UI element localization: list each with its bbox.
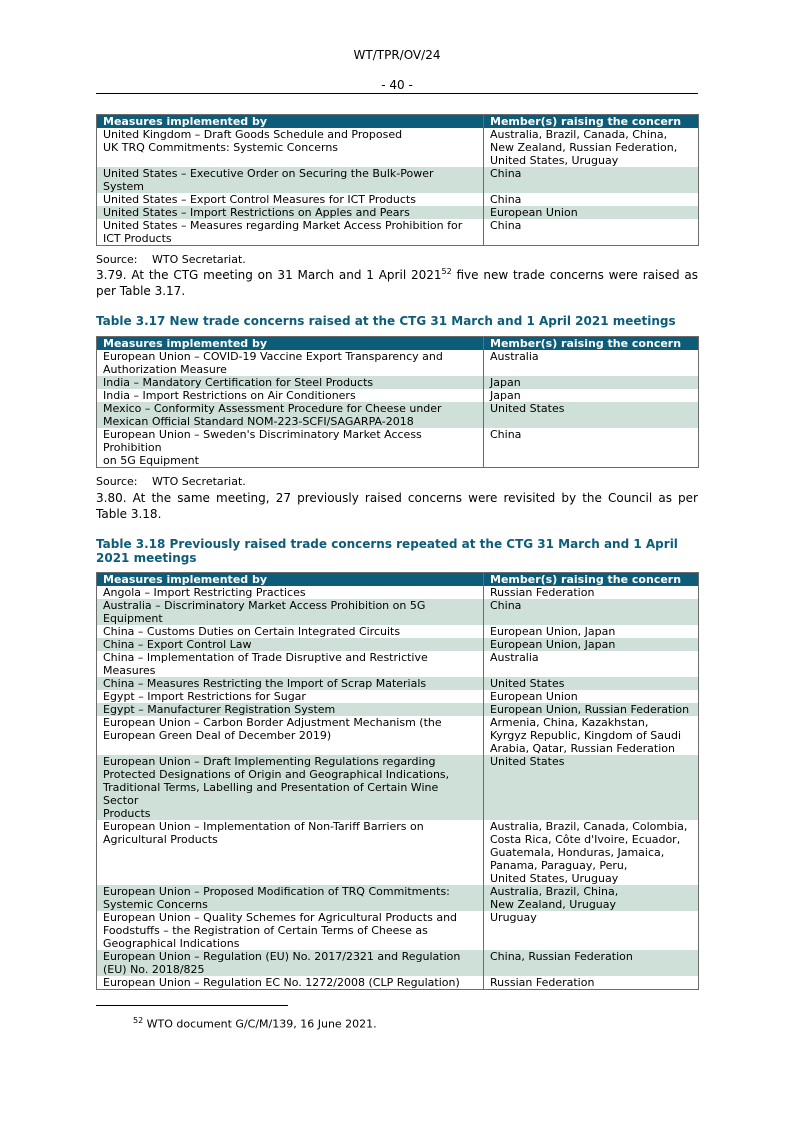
footnote-text: WTO document G/C/M/139, 16 June 2021. [143,1017,377,1031]
table-row [97,206,699,219]
table-3-18-block [96,537,698,990]
measure-cell: United States – Measures regarding Market Access Prohibition for ICT Products [103,219,463,245]
paragraph-3-80: 3.80. At the same meeting, 27 previously raised concerns were revisited by the Council as per Table 3.18. [96,491,698,521]
column-header-members: Member(s) raising the concern [484,573,699,587]
measure-cell: United States – Import Restrictions on Apples and Pears [97,206,484,219]
members-cell: China [484,193,699,206]
members-cell: Russian Federation [484,976,699,990]
measure-cell: United Kingdom – Draft Goods Schedule and Proposed UK TRQ Commitments: Systemic Concerns [103,128,403,154]
table-row [97,586,699,599]
members-cell: Australia [484,350,699,376]
table-source [96,253,698,266]
measure-cell: Australia – Discriminatory Market Access Prohibition on 5G Equipment [97,599,484,625]
table-row [97,820,699,885]
table-row [97,128,699,167]
measure-cell: Egypt – Import Restrictions for Sugar [103,690,306,703]
column-header-members: Member(s) raising the concern [484,337,699,351]
source-label: Source: [96,253,138,266]
table-row [97,350,699,376]
measure-cell: China – Customs Duties on Certain Integrated Circuits [103,625,401,638]
members-cell: European Union [484,690,699,703]
table-row [97,950,699,976]
source-label: Source: [96,475,138,488]
members-cell: Australia, Brazil, China, New Zealand, Uruguay [484,885,699,911]
table-row [97,389,699,402]
table-row [97,885,699,911]
measure-cell: United States – Export Control Measures for ICT Products [103,193,416,206]
measure-cell: Mexico – Conformity Assessment Procedure for Cheese under Mexican Official Standard NOM-223-SCFI/SAGARPA-2018 [97,402,484,428]
members-cell: China [484,599,699,625]
table-3-18 [96,572,699,990]
table-row [97,625,699,638]
source-text: WTO Secretariat. [152,475,246,488]
table-row [97,716,699,755]
table-row [97,690,699,703]
measure-cell: European Union – Sweden's Discriminatory Market Access Prohibition on 5G Equipment [103,428,422,467]
members-cell: United States [484,755,699,820]
members-cell: Australia [484,651,699,677]
table-3-17 [96,336,699,468]
table-row [97,219,699,246]
footnote-reference[interactable]: 52 [441,267,452,276]
measure-cell: European Union – Regulation (EU) No. 2017/2321 and Regulation (EU) No. 2018/825 [97,950,484,976]
measure-cell: European Union – Implementation of Non-Tariff Barriers on Agricultural Products [103,820,424,846]
table-3-17-caption: Table 3.17 New trade concerns raised at the CTG 31 March and 1 April 2021 meetings [96,314,676,328]
members-cell: European Union [484,206,699,219]
members-cell: Armenia, China, Kazakhstan, Kyrgyz Republic, Kingdom of Saudi Arabia, Qatar, Russian Federation [484,716,699,755]
footnote-separator [96,1005,288,1006]
table-source [96,475,698,488]
document-symbol: WT/TPR/OV/24 [353,48,441,62]
measure-cell: China – Implementation of Trade Disruptive and Restrictive Measures [103,651,428,677]
table-row [97,677,699,690]
measure-cell: India – Import Restrictions on Air Conditioners [103,389,356,402]
page-number: - 40 - [381,78,413,92]
table-row [97,428,699,468]
measure-cell: China – Export Control Law [97,638,484,651]
members-cell: European Union, Japan [484,638,699,651]
header-rule [96,93,698,94]
measure-cell: India – Mandatory Certification for Steel Products [97,376,484,389]
column-header-measures: Measures implemented by [97,573,484,587]
members-cell: China [484,219,699,246]
table-row [97,167,699,193]
column-header-measures: Measures implemented by [97,115,484,129]
table-row [97,193,699,206]
members-cell: Japan [484,376,699,389]
members-cell: United States [484,677,699,690]
table-continued-block [96,114,698,266]
measure-cell: European Union – Quality Schemes for Agricultural Products and Foodstuffs – the Registration of Certain Terms of Cheese as Geographical Indications [103,911,458,950]
footnote-52 [133,1014,377,1031]
measure-cell: Egypt – Manufacturer Registration System [97,703,484,716]
members-cell: European Union, Japan [484,625,699,638]
table-3-16-continued [96,114,699,246]
members-cell: Japan [484,389,699,402]
source-text: WTO Secretariat. [152,253,246,266]
members-cell: United States [484,402,699,428]
table-row [97,599,699,625]
table-row [97,911,699,950]
paragraph-3-79: 3.79. At the CTG meeting on 31 March and 1 April 2021$^{52}$ five new trade concerns were raised as per Table 3.17. [96,267,698,298]
members-cell: Australia, Brazil, Canada, Colombia, Costa Rica, Côte d'Ivoire, Ecuador, Guatemala, Honduras, Jamaica, Panama, Paraguay, Peru, United States, Uruguay [484,820,699,885]
measure-cell: European Union – Carbon Border Adjustment Mechanism (the European Green Deal of December 2019) [103,716,442,742]
members-cell: China, Russian Federation [484,950,699,976]
column-header-measures: Measures implemented by [97,337,484,351]
measure-cell: China – Measures Restricting the Import of Scrap Materials [97,677,484,690]
members-cell: China [484,167,699,193]
table-row [97,703,699,716]
table-row [97,976,699,990]
table-row [97,651,699,677]
members-cell: Russian Federation [484,586,699,599]
measure-cell: European Union – COVID-19 Vaccine Export Transparency and Authorization Measure [103,350,443,376]
measure-cell: European Union – Draft Implementing Regulations regarding Protected Designations of Origin and Geographical Indications, Traditional Terms, Labelling and Presentation of Certain Wine Sector Products [97,755,484,820]
members-cell: Australia, Brazil, Canada, China, New Zealand, Russian Federation, United States, Uruguay [484,128,699,167]
table-row [97,638,699,651]
members-cell: European Union, Russian Federation [484,703,699,716]
measure-cell: United States – Executive Order on Securing the Bulk-Power System [97,167,484,193]
members-cell: Uruguay [484,911,699,950]
measure-cell: European Union – Regulation EC No. 1272/2008 (CLP Regulation) [103,976,460,989]
table-row [97,755,699,820]
table-row [97,376,699,389]
table-row [97,402,699,428]
table-3-17-block [96,314,698,488]
table-3-18-caption: Table 3.18 Previously raised trade concerns repeated at the CTG 31 March and 1 April 2021 meetings [96,537,678,565]
measure-cell: European Union – Proposed Modification of TRQ Commitments: Systemic Concerns [97,885,484,911]
footnote-number: 52 [133,1016,144,1025]
measure-cell: Angola – Import Restricting Practices [103,586,306,599]
column-header-members: Member(s) raising the concern [484,115,699,129]
members-cell: China [484,428,699,468]
